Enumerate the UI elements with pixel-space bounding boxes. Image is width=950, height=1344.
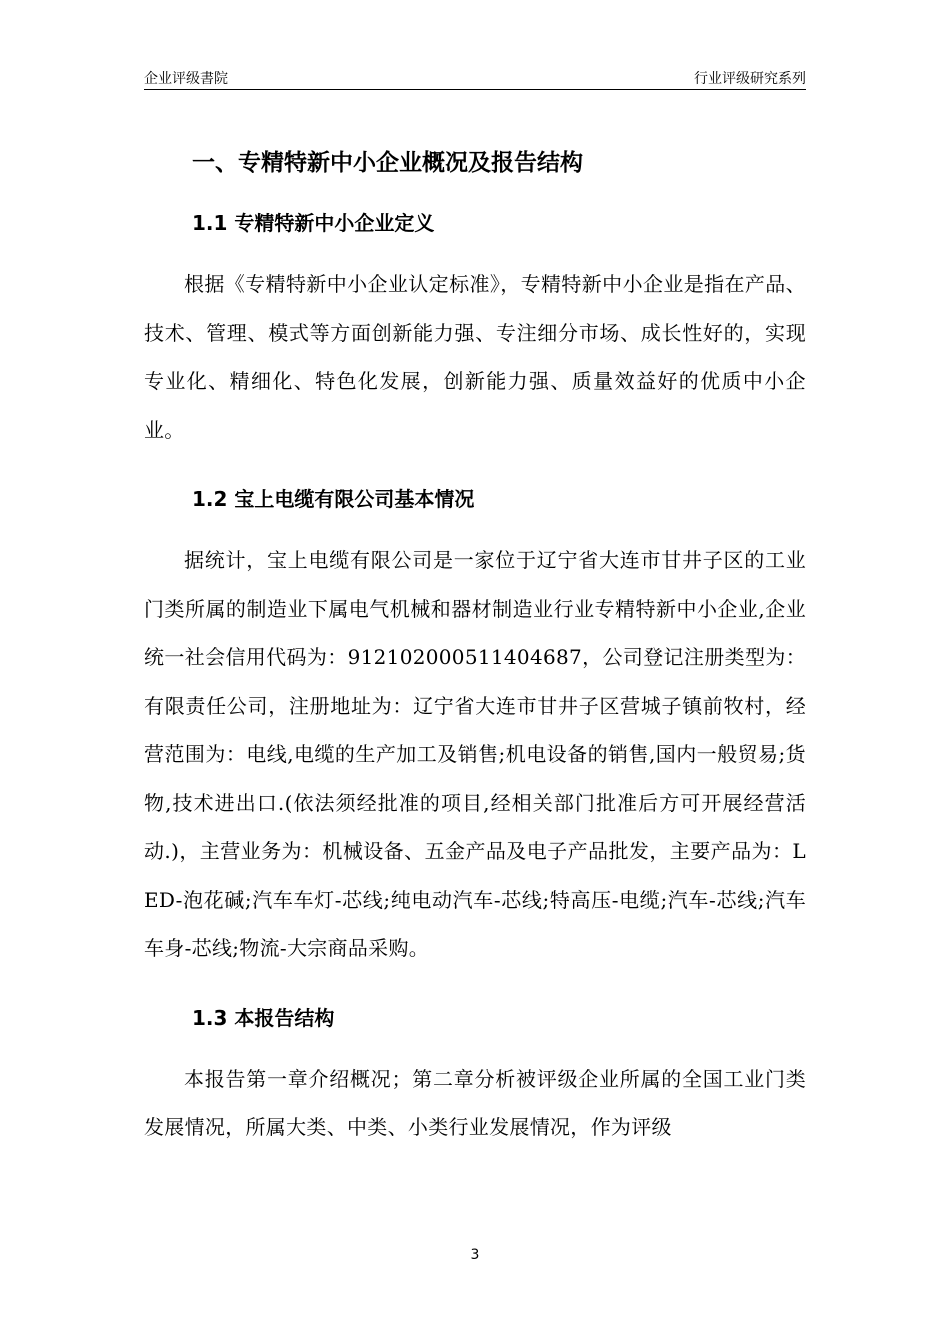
header-left-title: 企业评级書院 [144, 71, 228, 87]
header-divider [144, 89, 806, 90]
page-number: 3 [470, 1247, 480, 1263]
document-body [144, 138, 806, 1152]
subsection-heading-1-3: 1.3 本报告结构 [192, 1005, 335, 1030]
paragraph-company-info: 据统计，宝上电缆有限公司是一家位于辽宁省大连市甘井子区的工业门类所属的制造业下属电气机械和器材制造业行业专精特新中小企业,企业统一社会信用代码为：912102000511404687，公司登记注册类型为：有限责任公司，注册地址为：辽宁省大连市甘井子区营城子镇前牧村，经营范围为：电线,电缆的生产加工及销售;机电设备的销售,国内一般贸易;货物,技术进出口.(依法须经批准的项目,经相关部门批准后方可开展经营活动.)，主营业务为：机械设备、五金产品及电子产品批发，主要产品为：LED-泡花碱;汽车车灯-芯线;纯电动汽车-芯线;特高压-电缆;汽车-芯线;汽车车身-芯线;物流-大宗商品采购。 [144, 548, 806, 960]
paragraph-report-structure: 本报告第一章介绍概况；第二章分析被评级企业所属的全国工业门类发展情况，所属大类、中类、小类行业发展情况，作为评级 [144, 1066, 806, 1139]
section-title: 一、专精特新中小企业概况及报告结构 [192, 150, 583, 176]
header-right-title: 行业评级研究系列 [694, 71, 806, 87]
paragraph-definition: 根据《专精特新中小企业认定标准》，专精特新中小企业是指在产品、技术、管理、模式等方面创新能力强、专注细分市场、成长性好的，实现专业化、精细化、特色化发展，创新能力强、质量效益好的优质中小企业。 [144, 272, 806, 442]
subsection-heading-1-1: 1.1 专精特新中小企业定义 [192, 211, 435, 235]
subsection-heading-1-2: 1.2 宝上电缆有限公司基本情况 [192, 487, 475, 511]
